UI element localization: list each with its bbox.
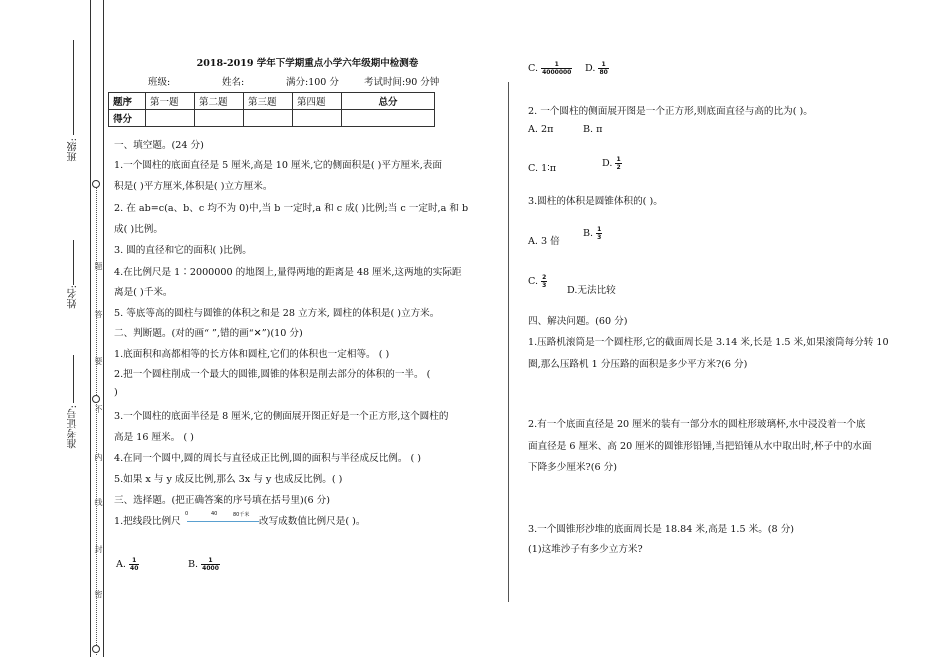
- problem-3: 3.一个圆锥形沙堆的底面周长是 18.84 米,高是 1.5 米。(8 分): [528, 524, 795, 535]
- side-name-label: 姓名:: [68, 285, 79, 309]
- seal-char: 要: [94, 357, 103, 365]
- question-fill-1: 1.一个圆柱的底面直径是 5 厘米,高是 10 厘米,它的侧面积是( )平方厘米,表面: [114, 160, 442, 171]
- section-1-heading: 一、填空题。(24 分): [114, 140, 204, 151]
- side-name-underline: [73, 240, 74, 285]
- column-divider: [508, 82, 509, 602]
- score-cell: 得分: [109, 110, 146, 127]
- fraction: $\frac{1}{3}$: [597, 226, 602, 241]
- choice-1-option-d: [585, 61, 609, 76]
- question-judge-4: 4.在同一个圆中,圆的周长与直径成正比例,圆的面积与半径成反比例。 ( ): [114, 453, 422, 464]
- score-cell: 第三题: [244, 93, 293, 110]
- score-input-4[interactable]: [293, 110, 342, 127]
- fraction: $\frac{1}{40}$: [130, 557, 139, 572]
- seal-char: 题: [94, 262, 103, 270]
- score-cell: 第一题: [146, 93, 195, 110]
- question-choice-1: 1.把线段比例尺: [114, 516, 181, 527]
- seal-circle: [92, 645, 100, 653]
- score-cell: 题序: [109, 93, 146, 110]
- question-choice-3: 3.圆柱的体积是圆锥体积的( )。: [528, 196, 663, 207]
- binding-line-right: [103, 0, 104, 657]
- option-label: B.: [188, 559, 199, 570]
- side-id-label: 准考证号:: [68, 405, 79, 449]
- seal-dotted-line: [96, 180, 97, 655]
- score-table-header-row: [109, 93, 435, 110]
- choice-3-option-d: D.无法比较: [567, 285, 616, 296]
- question-judge-5: 5.如果 x 与 y 成反比例,那么 3x 与 y 也成反比例。( ): [114, 474, 343, 485]
- score-input-3[interactable]: [244, 110, 293, 127]
- choice-1-option-c: [528, 61, 572, 76]
- question-choice-2: 2. 一个圆柱的侧面展开图是一个正方形,则底面直径与高的比为( )。: [528, 106, 813, 117]
- question-fill-1-cont: 积是( )平方厘米,体积是( )立方厘米。: [114, 181, 273, 192]
- choice-1-option-a: [116, 557, 139, 572]
- question-judge-3-cont: 高是 16 厘米。 ( ): [114, 432, 194, 443]
- question-fill-2-cont: 成( )比例。: [114, 224, 163, 235]
- choice-1-option-b: [188, 557, 220, 572]
- header-class: 班级:: [148, 77, 171, 88]
- ruler-tick-label: 0: [185, 511, 189, 517]
- binding-line-left: [90, 0, 91, 657]
- fraction: $\frac{2}{3}$: [542, 274, 547, 289]
- side-id-underline: [73, 355, 74, 403]
- option-label: C.: [528, 276, 539, 287]
- question-judge-3: 3.一个圆柱的底面半径是 8 厘米,它的侧面展开图正好是一个正方形,这个圆柱的: [114, 411, 449, 422]
- problem-2-cont2: 下降多少厘米?(6 分): [528, 462, 617, 473]
- header-name: 姓名:: [222, 77, 245, 88]
- seal-circle: [92, 395, 100, 403]
- score-table-row: [109, 110, 435, 127]
- choice-3-option-b: [583, 226, 602, 241]
- section-4-heading: 四、解决问题。(60 分): [528, 316, 628, 327]
- section-3-heading: 三、选择题。(把正确答案的序号填在括号里)(6 分): [114, 495, 330, 506]
- score-cell: 第四题: [293, 93, 342, 110]
- section-2-heading: 二、判断题。(对的画“ ”,错的画“✕”)(10 分): [114, 328, 303, 339]
- header-score-total: 满分:100 分: [286, 77, 339, 88]
- header-time: 考试时间:90 分钟: [364, 77, 440, 88]
- choice-2-option-b: B. π: [583, 124, 603, 135]
- option-label: A.: [116, 559, 126, 570]
- question-fill-2: 2. 在 ab=c(a、b、c 均不为 0)中,当 b 一定时,a 和 c 成( )比例;当 c 一定时,a 和 b: [114, 203, 469, 214]
- problem-2: 2.有一个底面直径是 20 厘米的装有一部分水的圆柱形玻璃杯,水中浸没着一个底: [528, 419, 866, 430]
- choice-2-option-c: C. 1∶π: [528, 163, 557, 174]
- seal-char: 密: [94, 590, 103, 598]
- side-class-label: 班级:: [68, 138, 79, 162]
- option-label: D.: [602, 158, 613, 169]
- fraction: $\frac{1}{2}$: [616, 156, 621, 171]
- option-label: D.: [585, 63, 596, 74]
- score-table: [108, 92, 435, 127]
- choice-2-option-d: [602, 156, 622, 171]
- question-judge-1: 1.底面积和高都相等的长方体和圆柱,它们的体积也一定相等。 ( ): [114, 349, 390, 360]
- question-choice-1-cont: 改写成数值比例尺是( )。: [259, 516, 366, 527]
- problem-2-cont: 面直径是 6 厘米、高 20 厘米的圆锥形铅锤,当把铅锤从水中取出时,杯子中的水面: [528, 441, 872, 452]
- seal-char: 内: [94, 453, 103, 461]
- side-class-underline: [73, 40, 74, 135]
- seal-char: 不: [94, 405, 103, 413]
- question-judge-2: 2.把一个圆柱削成一个最大的圆锥,圆锥的体积是削去部分的体积的一半。 (: [114, 369, 431, 380]
- page-title: 2018-2019 学年下学期重点小学六年级期中检测卷: [196, 58, 419, 69]
- seal-char: 答: [94, 310, 103, 318]
- fraction: $\frac{1}{4000}$: [202, 557, 219, 572]
- question-fill-4-cont: 离是( )千米。: [114, 287, 173, 298]
- seal-circle: [92, 180, 100, 188]
- problem-1-cont: 圈,那么压路机 1 分压路的面积是多少平方米?(6 分): [528, 359, 748, 370]
- fraction: $\frac{1}{4000000}$: [542, 61, 572, 76]
- seal-char: 线: [94, 498, 103, 506]
- score-input-total[interactable]: [342, 110, 435, 127]
- question-fill-5: 5. 等底等高的圆柱与圆锥的体积之和是 28 立方米, 圆柱的体积是( )立方米。: [114, 308, 440, 319]
- score-input-2[interactable]: [195, 110, 244, 127]
- score-input-1[interactable]: [146, 110, 195, 127]
- problem-3-part-1: (1)这堆沙子有多少立方米?: [528, 544, 643, 555]
- option-label: C.: [528, 63, 539, 74]
- option-label: B.: [583, 228, 594, 239]
- ruler-tick-label: 80千米: [233, 512, 250, 518]
- scale-ruler: [187, 521, 259, 522]
- choice-3-option-c: [528, 274, 547, 289]
- fraction: $\frac{1}{80}$: [599, 61, 608, 76]
- ruler-tick-label: 40: [211, 511, 218, 517]
- question-judge-2-cont: ): [114, 387, 118, 398]
- score-cell: 第二题: [195, 93, 244, 110]
- choice-3-option-a: A. 3 倍: [528, 236, 560, 247]
- question-fill-3: 3. 圆的直径和它的面积( )比例。: [114, 245, 252, 256]
- seal-char: 封: [94, 545, 103, 553]
- problem-1: 1.压路机滚筒是一个圆柱形,它的截面周长是 3.14 米,长是 1.5 米,如果滚筒每分转 10: [528, 337, 889, 348]
- question-fill-4: 4.在比例尺是 1∶2000000 的地图上,量得两地的距离是 48 厘米,这两地的实际距: [114, 267, 462, 278]
- choice-2-option-a: A. 2π: [528, 124, 554, 135]
- score-cell: 总分: [342, 93, 435, 110]
